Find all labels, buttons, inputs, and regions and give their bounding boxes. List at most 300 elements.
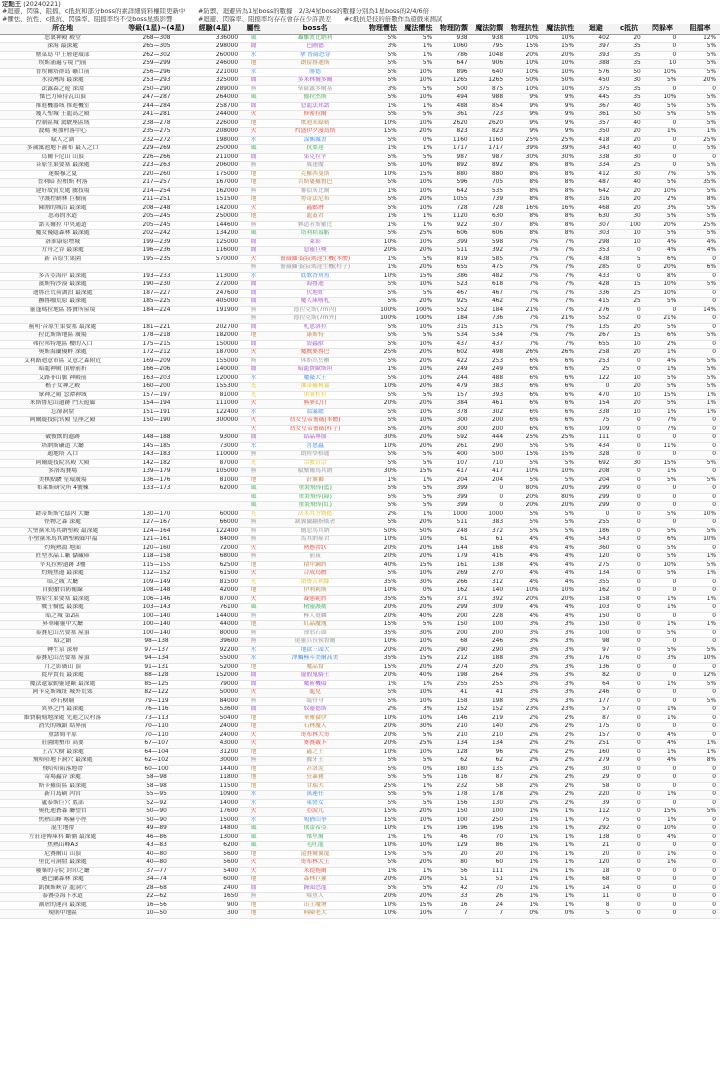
cell-phys-flinch: 100% (365, 315, 400, 324)
cell-crit-res: 0 (613, 791, 644, 800)
cell-phys-res: 25% (507, 136, 542, 145)
cell-mag-def: 823 (472, 128, 507, 137)
cell-mag-flinch: 5% (401, 791, 436, 800)
cell-evade-rate: 15% (645, 391, 680, 400)
cell-level: 265—305 (125, 43, 188, 52)
cell-exp: 300 (188, 910, 242, 919)
cell-phys-res: 7% (507, 298, 542, 307)
cell-level: 52—92 (125, 799, 188, 808)
cell-mag-def: 264 (472, 672, 507, 681)
cell-phys-flinch: 40% (365, 561, 400, 570)
cell-crit-res: 25 (613, 162, 644, 171)
cell-phys-def: 315 (436, 323, 471, 332)
cell-phys-flinch: 5% (365, 179, 400, 188)
table-row (0, 765, 720, 774)
cell-boss-name: 魔戲麥魯巴 (265, 349, 365, 358)
cell-evade-rate: 0 (645, 162, 680, 171)
cell-block-rate: 5% (680, 187, 720, 196)
cell-dodge: 415 (578, 298, 613, 307)
cell-exp: 300000 (188, 417, 242, 426)
cell-mag-res: 4% (543, 544, 578, 553)
cell-mag-flinch: 10% (401, 323, 436, 332)
cell-block-rate: 0 (680, 587, 720, 596)
cell-crit-res: 0 (613, 272, 644, 281)
cell-block-rate: 35% (680, 179, 720, 188)
cell-mag-flinch: 5% (401, 34, 436, 43)
cell-crit-res: 0 (613, 714, 644, 723)
table-row (0, 587, 720, 596)
cell-crit-res: 0 (613, 612, 644, 621)
cell-phys-res: 1% (507, 901, 542, 910)
cell-crit-res: 0 (613, 782, 644, 791)
cell-location (0, 425, 125, 434)
cell-crit-res: 0 (613, 476, 644, 485)
cell-level: 250—290 (125, 85, 188, 94)
cell-mag-res: 3% (543, 680, 578, 689)
cell-level: 109—149 (125, 578, 188, 587)
cell-block-rate: 5% (680, 561, 720, 570)
cell-boss-name: 巴圖德 (265, 43, 365, 52)
cell-block-rate: 0 (680, 723, 720, 732)
cell-element: 水 (242, 646, 265, 655)
cell-boss-name: 萊影 (265, 238, 365, 247)
cell-mag-flinch: 10% (401, 94, 436, 103)
cell-dodge: 135 (578, 323, 613, 332)
cell-mag-flinch: 3% (401, 706, 436, 715)
cell-location: 埃斯涌遍亏境 門前 (0, 60, 125, 69)
table-row (0, 60, 720, 69)
cell-block-rate: 25% (680, 221, 720, 230)
cell-boss-name: 腓德 (265, 68, 365, 77)
cell-evade-rate: 15% (645, 808, 680, 817)
cell-evade-rate: 5% (645, 510, 680, 519)
cell-mag-res: 1% (543, 893, 578, 902)
cell-evade-rate: 5% (645, 570, 680, 579)
cell-level: 143—183 (125, 451, 188, 460)
cell-phys-res: 4% (507, 544, 542, 553)
cell-phys-def: 300 (436, 417, 471, 426)
cell-level: 205—245 (125, 213, 188, 222)
cell-boss-name: 哥布林大王 (265, 859, 365, 868)
cell-mag-def: 462 (472, 298, 507, 307)
cell-phys-def: 178 (436, 791, 471, 800)
cell-block-rate: 8% (680, 757, 720, 766)
cell-location: 焦熱山峰A3 (0, 842, 125, 851)
cell-evade-rate: 1% (645, 408, 680, 417)
cell-phys-flinch: 20% (365, 400, 400, 409)
cell-boss-name: 魔術機俶 (265, 680, 365, 689)
cell-crit-res: 0 (613, 816, 644, 825)
cell-mag-def: 320 (472, 663, 507, 672)
cell-mag-res: 2% (543, 774, 578, 783)
cell-evade-rate: 5% (645, 111, 680, 120)
cell-mag-def: 461 (472, 400, 507, 409)
cell-phys-res: 3% (507, 697, 542, 706)
cell-block-rate: 0 (680, 638, 720, 647)
cell-block-rate: 5% (680, 527, 720, 536)
cell-crit-res: 0 (613, 553, 644, 562)
cell-mag-def: 1000 (472, 510, 507, 519)
cell-location: 傑巴力庫侍瓦山頂 (0, 94, 125, 103)
cell-level: 46—86 (125, 833, 188, 842)
cell-evade-rate: 0 (645, 85, 680, 94)
cell-evade-rate: 1% (645, 714, 680, 723)
cell-block-rate: 0 (680, 323, 720, 332)
cell-mag-flinch: 5% (401, 85, 436, 94)
table-row (0, 417, 720, 426)
cell-phys-flinch: 10% (365, 714, 400, 723)
cell-phys-def: 300 (436, 425, 471, 434)
cell-level: 100—140 (125, 612, 188, 621)
cell-boss-name: 多米林爾多爾 (265, 77, 365, 86)
table-row (0, 281, 720, 290)
cell-dodge: 186 (578, 527, 613, 536)
cell-phys-res: 1% (507, 893, 542, 902)
cell-mag-def: 0 (472, 502, 507, 511)
cell-location: 楷子女神之殿 (0, 383, 125, 392)
cell-block-rate: 1% (680, 391, 720, 400)
cell-phys-res: 2% (507, 757, 542, 766)
cell-level: 91—131 (125, 663, 188, 672)
page-date: (20240221) (23, 1, 61, 8)
cell-phys-flinch: 35% (365, 595, 400, 604)
cell-phys-def: 129 (436, 842, 471, 851)
cell-phys-res: 2% (507, 723, 542, 732)
cell-level: 133—173 (125, 485, 188, 494)
cell-evade-rate: 1% (645, 128, 680, 137)
cell-level: 34—74 (125, 876, 188, 885)
cell-dodge: 150 (578, 621, 613, 630)
cell-mag-def: 606 (472, 230, 507, 239)
cell-phys-def: 892 (436, 162, 471, 171)
cell-level: 151—191 (125, 408, 188, 417)
cell-phys-flinch: 5% (365, 519, 400, 528)
cell-mag-res: 9% (543, 111, 578, 120)
cell-mag-flinch: 1% (401, 680, 436, 689)
cell-phys-def: 655 (436, 264, 471, 273)
cell-mag-res: 5% (543, 527, 578, 536)
cell-boss-name: 臨骨身 (265, 697, 365, 706)
cell-block-rate: 0 (680, 434, 720, 443)
cell-mag-flinch: 5% (401, 451, 436, 460)
cell-level: 82—122 (125, 689, 188, 698)
cell-crit-res: 0 (613, 425, 644, 434)
cell-evade-rate: 20% (645, 264, 680, 273)
cell-level: 166—206 (125, 366, 188, 375)
cell-evade-rate: 5% (645, 646, 680, 655)
cell-element: 無 (242, 306, 265, 315)
cell-phys-res: 6% (507, 374, 542, 383)
cell-boss-name: 塔利秸盎虧 (265, 230, 365, 239)
cell-phys-def: 46 (436, 833, 471, 842)
cell-exp: 2400 (188, 884, 242, 893)
cell-phys-flinch: 5% (365, 757, 400, 766)
cell-boss-name: 合成鳥體 (265, 570, 365, 579)
cell-location: 灼燒焦邊 最深處 (0, 570, 125, 579)
cell-location: 寄場蟲谷 深處 (0, 774, 125, 783)
table-row (0, 527, 720, 536)
table-row (0, 578, 720, 587)
cell-location: 多苦亞海岸 最深處 (0, 272, 125, 281)
cell-boss-name: 惡龍法邦諾 (265, 102, 365, 111)
cell-phys-res: 9% (507, 102, 542, 111)
cell-phys-flinch: 5% (365, 281, 400, 290)
cell-boss-name: 薄翁石頭 (265, 629, 365, 638)
cell-element: 水 (242, 442, 265, 451)
cell-dodge: 292 (578, 825, 613, 834)
table-row (0, 366, 720, 375)
cell-phys-res: 2% (507, 740, 542, 749)
table-row (0, 476, 720, 485)
cell-boss-name: 魔人庫喀札 (265, 298, 365, 307)
cell-mag-def: 111 (472, 867, 507, 876)
cell-location: 潮虐的運河 最深處 (0, 901, 125, 910)
cell-dodge: 58 (578, 782, 613, 791)
table-row (0, 825, 720, 834)
cell-mag-res: 8% (543, 162, 578, 171)
cell-block-rate: 8% (680, 196, 720, 205)
cell-phys-def: 922 (436, 221, 471, 230)
cell-level: 220—260 (125, 170, 188, 179)
cell-location: 弗拉邦特地區 櫻的入口 (0, 340, 125, 349)
cell-phys-flinch: 15% (365, 808, 400, 817)
cell-crit-res: 10 (613, 230, 644, 239)
cell-evade-rate: 6% (645, 332, 680, 341)
table-row (0, 162, 720, 171)
table-row (0, 459, 720, 468)
cell-phys-def: 880 (436, 170, 471, 179)
cell-block-rate: 5% (680, 94, 720, 103)
cell-phys-flinch: 5% (365, 451, 400, 460)
cell-dodge: 20 (578, 850, 613, 859)
cell-block-rate: 1% (680, 128, 720, 137)
column-header-phys-res: 物理抗性 (507, 24, 542, 34)
cell-element: 闇 (242, 289, 265, 298)
cell-boss-name: 海魯迪 (265, 281, 365, 290)
cell-element: 火 (242, 808, 265, 817)
cell-phys-def: 896 (436, 68, 471, 77)
cell-boss-name: 精靈護衛 (265, 604, 365, 613)
cell-phys-def: 158 (436, 697, 471, 706)
cell-block-rate: 0 (680, 825, 720, 834)
cell-mag-res: 8% (543, 170, 578, 179)
cell-phys-flinch: 20% (365, 740, 400, 749)
cell-phys-flinch: 5% (365, 689, 400, 698)
cell-boss-name: 宗教宮宗 (265, 459, 365, 468)
cell-phys-flinch: 20% (365, 646, 400, 655)
cell-exp: 61500 (188, 570, 242, 579)
cell-phys-def: 386 (436, 272, 471, 281)
cell-level: 148—188 (125, 434, 188, 443)
cell-phys-res: 80% (507, 485, 542, 494)
cell-phys-flinch: 20% (365, 553, 400, 562)
cell-location: 砂石樹廟 (0, 697, 125, 706)
cell-phys-def: 1265 (436, 77, 471, 86)
cell-level: 85—125 (125, 680, 188, 689)
cell-block-rate: 25% (680, 136, 720, 145)
cell-mag-flinch: 10% (401, 179, 436, 188)
cell-evade-rate: 0 (645, 910, 680, 919)
cell-mag-res: 8% (543, 179, 578, 188)
cell-mag-def: 135 (472, 765, 507, 774)
cell-mag-res: 1% (543, 816, 578, 825)
cell-block-rate: 5% (680, 680, 720, 689)
cell-evade-rate: 0 (645, 119, 680, 128)
cell-mag-res: 8% (543, 196, 578, 205)
cell-exp: 5400 (188, 867, 242, 876)
cell-block-rate: 0 (680, 816, 720, 825)
cell-mag-def: 315 (472, 323, 507, 332)
cell-element: 無 (242, 451, 265, 460)
column-header-mag-res: 魔法抗性 (543, 24, 578, 34)
cell-evade-rate: 7% (645, 425, 680, 434)
cell-level: 10—50 (125, 910, 188, 919)
cell-mag-def: 200 (472, 629, 507, 638)
cell-phys-flinch: 5% (365, 417, 400, 426)
cell-mag-res: 4% (543, 561, 578, 570)
cell-phys-res: 4% (507, 570, 542, 579)
cell-phys-res: 10% (507, 468, 542, 477)
cell-boss-name: 凝態範將 (265, 595, 365, 604)
cell-exp: 43000 (188, 740, 242, 749)
cell-level: 235—275 (125, 128, 188, 137)
cell-phys-def: 479 (436, 383, 471, 392)
cell-mag-res: 2% (543, 723, 578, 732)
cell-phys-flinch: 5% (365, 60, 400, 69)
cell-dodge: 338 (578, 153, 613, 162)
cell-mag-flinch: 20% (401, 544, 436, 553)
cell-level: 196—236 (125, 247, 188, 256)
cell-mag-flinch: 25% (401, 740, 436, 749)
cell-dodge: 97 (578, 646, 613, 655)
cell-block-rate: 0 (680, 689, 720, 698)
cell-mag-def: 482 (472, 272, 507, 281)
cell-boss-name: 朗留魯迪斯 (265, 60, 365, 69)
cell-mag-flinch: 10% (401, 238, 436, 247)
cell-crit-res: 0 (613, 434, 644, 443)
cell-phys-res: 7% (507, 323, 542, 332)
column-header-dodge: 迴避 (578, 24, 613, 34)
cell-mag-def: 880 (472, 170, 507, 179)
table-row (0, 680, 720, 689)
cell-evade-rate: 10% (645, 281, 680, 290)
cell-level: 43—83 (125, 842, 188, 851)
cell-mag-res: 80% (543, 493, 578, 502)
cell-phys-res: 9% (507, 94, 542, 103)
cell-mag-flinch: 20% (401, 553, 436, 562)
cell-phys-flinch: 20% (365, 723, 400, 732)
cell-mag-flinch: 10% (401, 187, 436, 196)
cell-phys-def: 384 (436, 400, 471, 409)
cell-evade-rate: 4% (645, 740, 680, 749)
cell-phys-def: 399 (436, 485, 471, 494)
cell-location: 建好故賓荒處 騰技場 (0, 187, 125, 196)
cell-evade-rate: 1% (645, 468, 680, 477)
cell-element: 地 (242, 179, 265, 188)
cell-mag-flinch: 10% (401, 689, 436, 698)
cell-mag-flinch: 1% (401, 51, 436, 60)
cell-phys-def: 417 (436, 468, 471, 477)
cell-crit-res: 25 (613, 298, 644, 307)
cell-phys-def: 146 (436, 714, 471, 723)
cell-phys-res: 6% (507, 366, 542, 375)
table-row (0, 264, 720, 273)
cell-level: 185—225 (125, 298, 188, 307)
cell-evade-rate: 0 (645, 485, 680, 494)
cell-phys-res: 4% (507, 536, 542, 545)
cell-phys-res: 15% (507, 43, 542, 52)
cell-boss-name: 結晶專節 (265, 434, 365, 443)
cell-phys-res: 3% (507, 672, 542, 681)
cell-level: 79—119 (125, 697, 188, 706)
cell-exp: 155300 (188, 383, 242, 392)
cell-location: 洛淮康原增城 (0, 238, 125, 247)
cell-location: 撫魯咖荒原 最深處 (0, 298, 125, 307)
cell-phys-def: 371 (436, 595, 471, 604)
cell-mag-flinch: 20% (401, 383, 436, 392)
cell-phys-flinch: 1% (365, 680, 400, 689)
cell-crit-res: 35 (613, 43, 644, 52)
cell-boss-name: 威逢魔 (265, 162, 365, 171)
cell-mag-res: 20% (543, 502, 578, 511)
cell-dodge: 276 (578, 306, 613, 315)
cell-dodge: 21 (578, 842, 613, 851)
cell-mag-def: 467 (472, 289, 507, 298)
cell-location: 怪物之森 深處 (0, 519, 125, 528)
cell-crit-res: 0 (613, 731, 644, 740)
cell-phys-def: 378 (436, 408, 471, 417)
cell-exp: 150000 (188, 340, 242, 349)
cell-dodge: 0 (578, 510, 613, 519)
cell-boss-name: 審偵灰比爾 (265, 187, 365, 196)
cell-element: 風 (242, 34, 265, 43)
cell-phys-res: 3% (507, 638, 542, 647)
cell-mag-res: 10% (543, 60, 578, 69)
cell-block-rate: 0 (680, 706, 720, 715)
cell-level: 115—155 (125, 561, 188, 570)
cell-crit-res: 0 (613, 264, 644, 273)
cell-location: 魯原生果要塞 最深處 (0, 595, 125, 604)
cell-block-rate: 10% (680, 536, 720, 545)
cell-block-rate: 1% (680, 748, 720, 757)
cell-dodge: 487 (578, 179, 613, 188)
cell-phys-def: 162 (436, 587, 471, 596)
cell-evade-rate: 0 (645, 34, 680, 43)
table-row (0, 536, 720, 545)
cell-exp: 182000 (188, 332, 242, 341)
cell-location: 尼賽爾山 山頂 (0, 850, 125, 859)
cell-exp: 325000 (188, 77, 242, 86)
cell-crit-res: 0 (613, 451, 644, 460)
cell-dodge: 307 (578, 221, 613, 230)
column-header-block-rate: 阻擋率 (680, 24, 720, 34)
cell-boss-name: 幽惡馬其納 (265, 527, 365, 536)
cell-exp: 68000 (188, 553, 242, 562)
cell-mag-flinch: 20% (401, 859, 436, 868)
table-row (0, 451, 720, 460)
cell-dodge: 375 (578, 85, 613, 94)
cell-mag-def: 444 (472, 434, 507, 443)
cell-evade-rate: 0 (645, 893, 680, 902)
cell-dodge: 64 (578, 680, 613, 689)
cell-dodge: 468 (578, 204, 613, 213)
cell-location: 薊明·音原生果要塞 最深處 (0, 323, 125, 332)
cell-phys-res: 2% (507, 774, 542, 783)
cell-boss-name: 幼女皇帝薔薇(柱子) (265, 425, 365, 434)
cell-dodge: 361 (578, 111, 613, 120)
boss-table (0, 24, 720, 919)
cell-phys-def: 51 (436, 876, 471, 885)
